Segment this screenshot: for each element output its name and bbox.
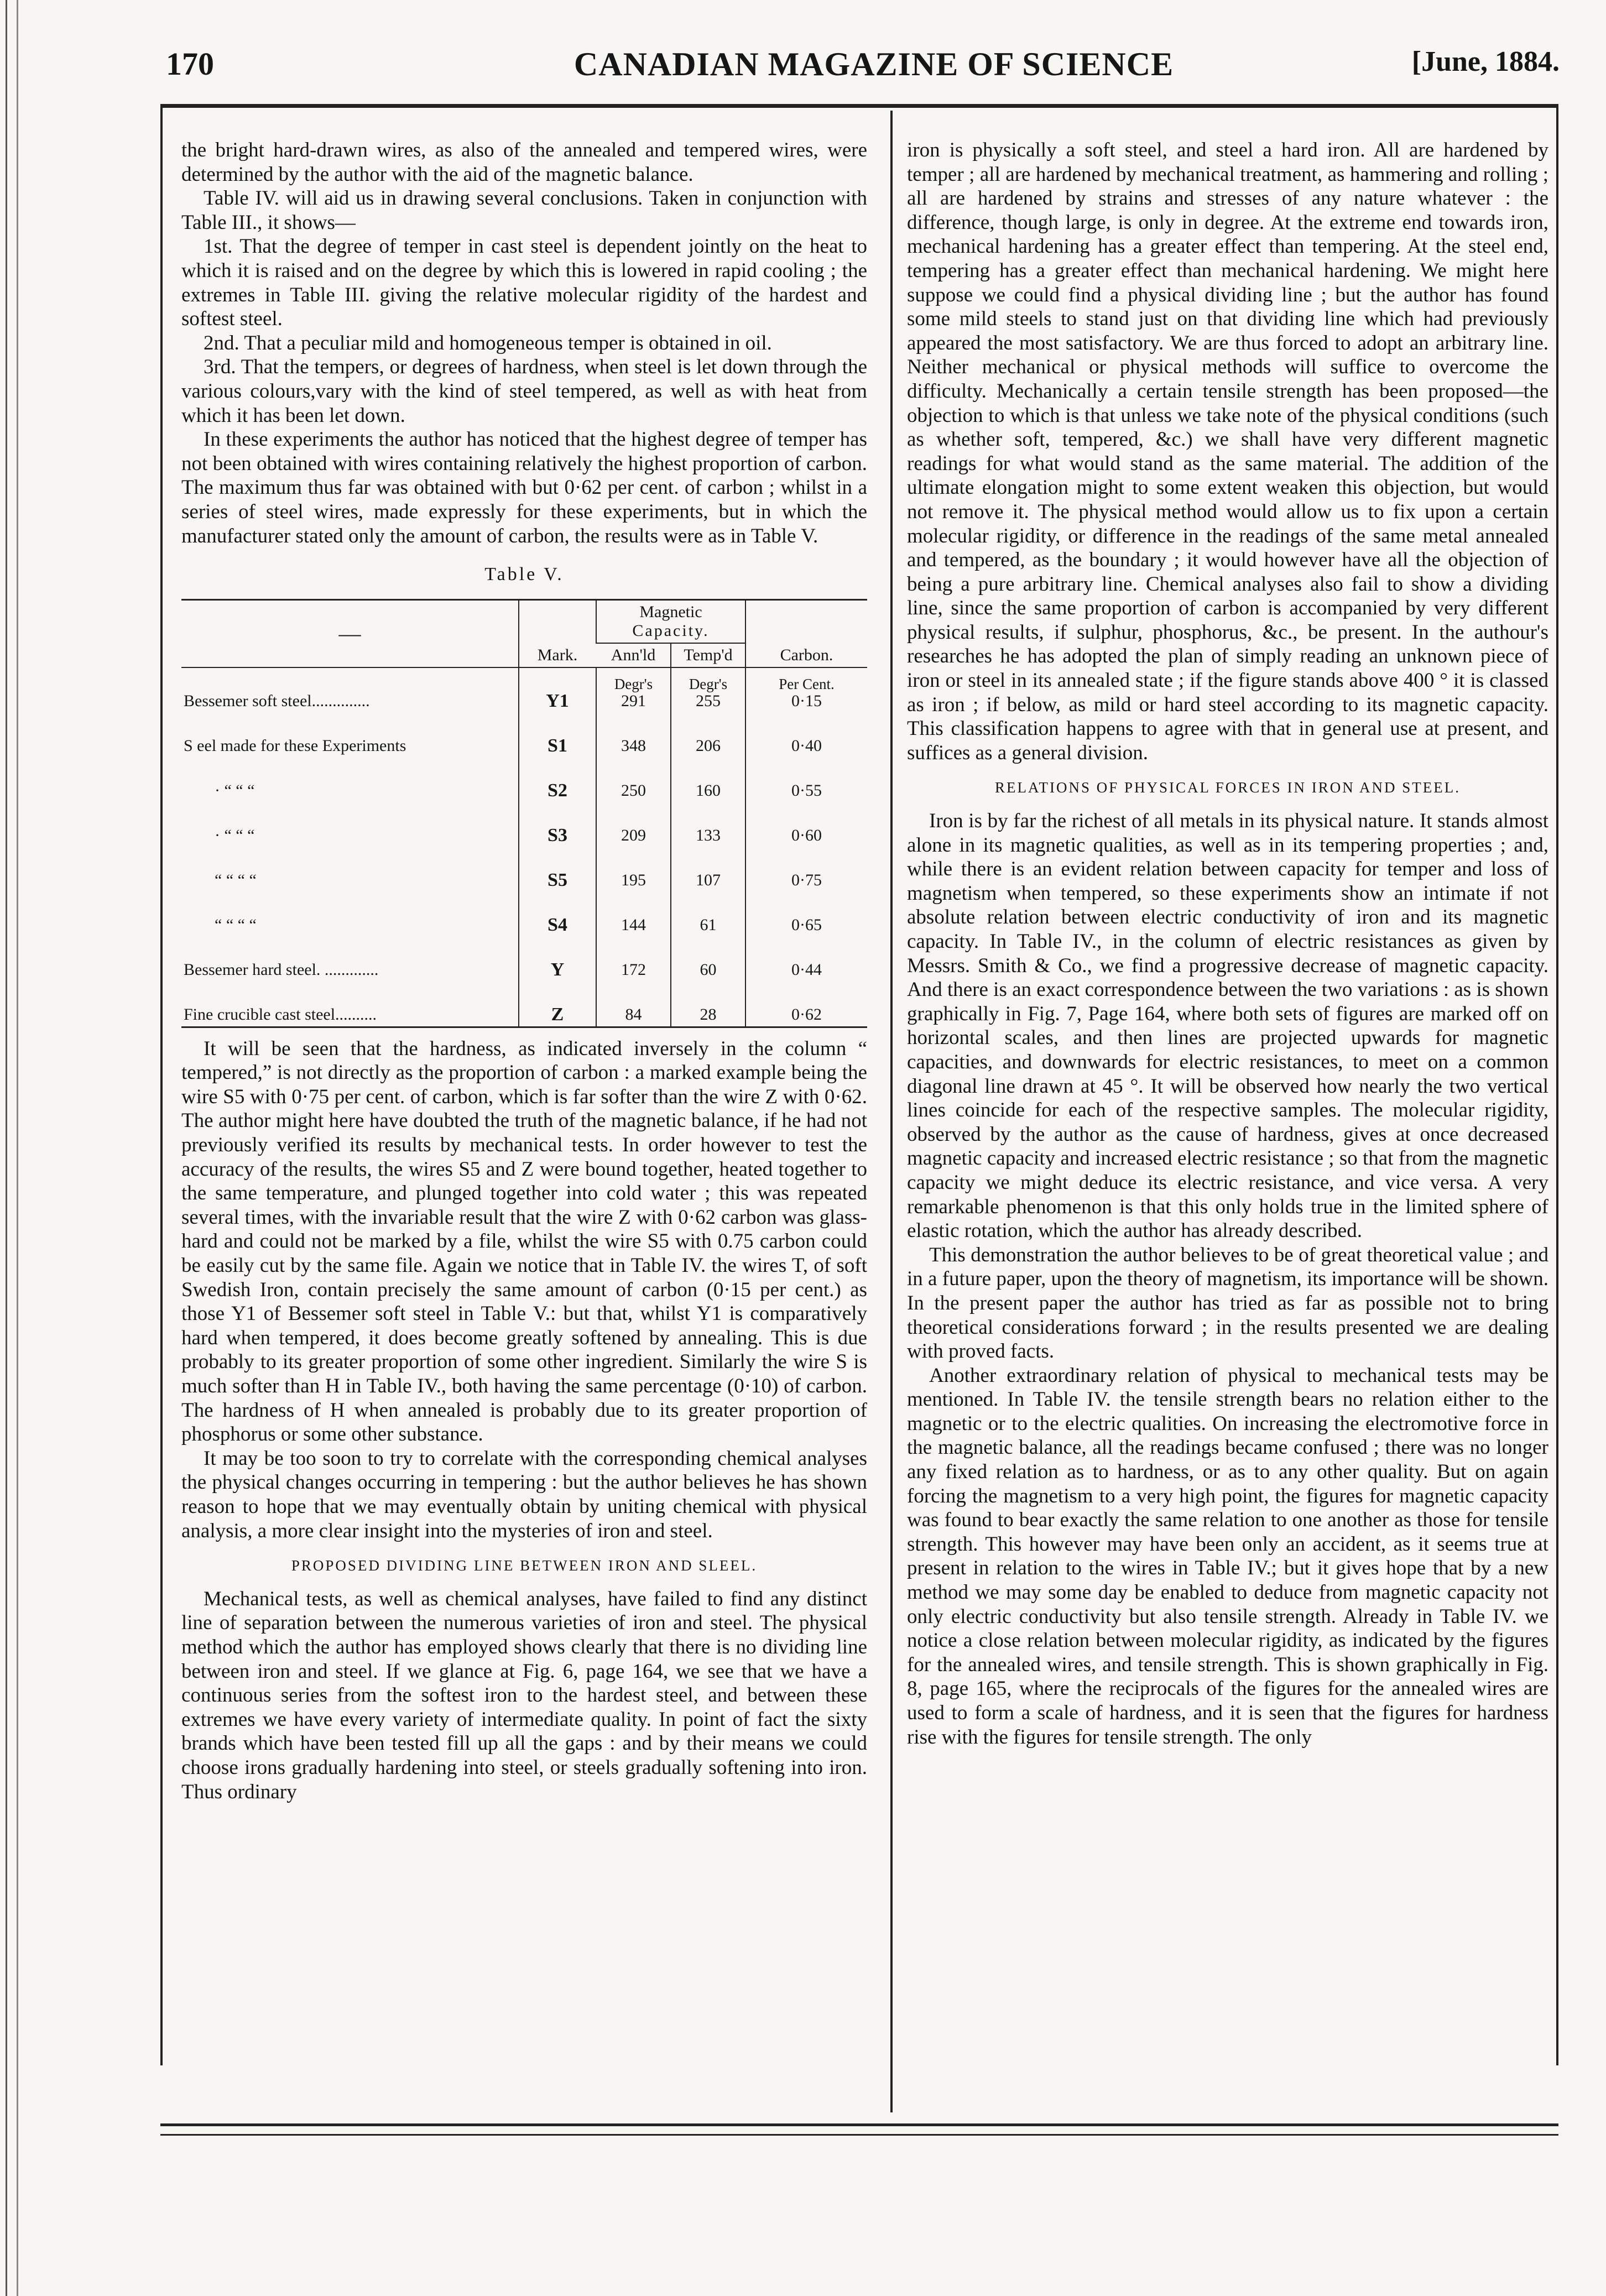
row-annealed: 209 [596,802,671,847]
mark-header: Mark. [519,599,596,667]
carbon-value: 0·15 [791,691,822,710]
left-column [181,138,867,1804]
column-divider [890,111,893,2112]
row-description: S eel made for these Experiments [184,736,406,755]
paragraph: Another extraordinary relation of physical to mechanical tests may be mentioned. In Table IV. the tensile strength bears no relation either to the magnetic or to the electric qualities. On increasing the electromotive force in the magnetic balance, all the readings became confused ; there was no longer any fixed relation as to hardness, or as to any other quality. But on again forcing the magnetism to a very high point, the figures for magnetic capacity was found to bear exactly the same relation to one another as those for tensile strength. This however may have been only an accident, as it seems true at present in relation to the wires in Table IV.; but it gives hope that by a new method we may some day be enabled to deduce from magnetic capacity not only electric conductivity but also tensile strength. Already in Table IV. we notice a close relation between molecular rigidity, as indicated by the figures for the annealed wires, and tensile strength. This is shown graphically in Fig. 8, page 165, where the reciprocals of the figures for the annealed wires are used to form a scale of hardness, and it is seen that the figures for hardness rise with the figures for tensile strength. The only [907,1364,1548,1749]
row-annealed: 348 [596,713,671,758]
annealed-header: Ann'ld [596,643,671,667]
magnetic-capacity-header [596,599,745,643]
table-row [181,713,867,758]
row-annealed [596,667,671,713]
table-row [181,667,867,713]
table-title: Table V. [484,564,564,585]
paragraph: Table IV. will aid us in drawing several conclusions. Taken in conjunction with Table III., it shows— [181,187,867,234]
row-tempered: 160 [671,758,745,802]
row-tempered: 61 [671,892,745,937]
paragraph: Iron is by far the richest of all metals in its physical nature. It stands almost alone in its magnetic qualities, as well as in its tempering properties ; and, while there is an evident relation between capacity for temper and loss of magnetism when tempered, so these experiments show an intimate if not absolute relation between electric conductivity of iron and its magnetic capacity. In Table IV., in the column of electric resistances as given by Messrs. Smith & Co., we find a progressive decrease of magnetic capacity. And there is an exact correspondence between the two variations : as is shown graphically in Fig. 7, Page 164, where both sets of figures are marked off on horizontal scales, and then lines are projected upwards for magnetic capacities, and downwards for electric resistances, to meet on a common diagonal line drawn at 45 °. It will be observed how nearly the two vertical lines coincide for each of the respective samples. The molecular rigidity, observed by the author as the cause of hardness, gives at once decreased magnetic capacity and increased electric resistance ; so that from the magnetic capacity we might deduce its electric resistance, and vice versa. A very remarkable phenomenon is that this only holds true in the limited sphere of elastic rotation, which the author has already described. [907,810,1548,1243]
row-mark: Z [519,982,596,1027]
magnetic-label: Magnetic [639,602,702,621]
section-heading: RELATIONS OF PHYSICAL FORCES IN IRON AND STEEL. [994,779,1461,796]
row-mark: S4 [519,892,596,937]
paragraph: 1st. That the degree of temper in cast steel is dependent jointly on the heat to which it is raised and on the degree by which this is lowered in rapid cooling ; the extremes in Table III. giving the relative molecular rigidity of the hardest and softest steel. [181,235,867,331]
row-mark: S5 [519,847,596,892]
row-annealed: 250 [596,758,671,802]
table-row [181,758,867,802]
table-row [181,892,867,937]
row-mark: S2 [519,758,596,802]
row-carbon [745,667,867,713]
table-row [181,847,867,892]
page-number: 170 [166,46,214,82]
table-v [181,599,867,1028]
row-tempered [671,667,745,713]
tempered-header: Temp'd [671,643,745,667]
row-description: Bessemer hard steel. ............. [184,960,379,979]
row-description: Fine crucible cast steel.......... [181,982,519,1027]
row-description: · “ “ “ [215,826,255,844]
annealed-value: 291 [621,691,646,710]
row-annealed: 172 [596,937,671,982]
row-description: “ “ “ “ [215,870,257,889]
binding-edge [6,0,7,2296]
paragraph: This demonstration the author believes to be of great theoretical value ; and in a future paper, upon the theory of magnetism, its importance will be shown. In the present paper the author has tried as far as possible not to bring theoretical considerations forward ; in the results presented we are dealing with proved facts. [907,1243,1548,1363]
row-description: Bessemer soft steel.............. [184,691,370,710]
blank-header: — [181,599,519,667]
binding-edge [17,0,18,2296]
table-row [181,802,867,847]
paragraph: It will be seen that the hardness, as indicated inversely in the column “ tempered,” is not directly as the proportion of carbon : a marked example being the wire S5 with 0·75 per cent. of carbon, which is far softer than the wire Z with 0·62. The author might here have doubted the truth of the magnetic balance, if he had not previously verified its results by mechanical tests. In order however to test the accuracy of the results, the wires S5 and Z were bound together, heated together to the same temperature, and plunged together into cold water ; this was repeated several times, with the invariable result that the wire Z with 0·62 carbon was glass-hard and could not be marked by a file, whilst the wire S5 with 0.75 carbon could be easily cut by the same file. Again we notice that in Table IV. the wires T, of soft Swedish Iron, contain precisely the same amount of carbon (0·15 per cent.) as those Y1 of Bessemer soft steel in Table V.: but that, whilst Y1 is comparatively hard when tempered, it does become greatly softened by annealing. This is due probably to its greater proportion of some other ingredient. Similarly the wire S is much softer than H in Table IV., both having the same percentage (0·10) of carbon. The hardness of H when annealed is probably due to its greater proportion of phosphorus or some other substance. [181,1037,867,1446]
paragraph: It may be too soon to try to correlate with the corresponding chemical analyses the physical changes occurring in tempering : but the author believes he has shown reason to hope that we may eventually obtain by uniting chemical with physical analysis, a more clear insight into the mysteries of iron and steel. [181,1447,867,1542]
paragraph: 2nd. That a peculiar mild and homogeneous temper is obtained in oil. [204,331,772,354]
row-tempered: 133 [671,802,745,847]
row-tempered: 107 [671,847,745,892]
page-header [166,39,1582,88]
row-mark: S1 [519,713,596,758]
unit-degrees: Degr's [614,675,653,692]
unit-degrees: Degr's [689,675,728,692]
paragraph: iron is physically a soft steel, and steel a hard iron. All are hardened by temper ; all are hardened by mechanical treatment, as hammering and rolling ; all are hardened by strains and stresses of any nature whatever : the difference, though large, is only in degree. At the extreme end towards iron, mechanical hardening has a greater effect than tempering. At the steel end, tempering has a greater effect than mechanical hardening. We might here suppose we could find a physical dividing line ; but the author has found some mild steels to stand just on that dividing line which had previously appeared the most satisfactory. We are thus forced to adopt an arbitrary line. Neither mechanical or physical methods will suffice to overcome the difficulty. Mechanically a certain tensile strength has been proposed—the objection to which is that unless we take note of the physical conditions (such as whether soft, tempered, &c.) we shall have very different magnetic readings for what would stand as the same material. The addition of the ultimate elongation might to some extent weaken this objection, but would not remove it. The physical method would allow us to fix upon a certain molecular rigidity, or difference in the readings of the same metal annealed and tempered, as the boundary ; it would however have all the objection of being a pure arbitrary line. Chemical analyses also fail to show a dividing line, since the same proportion of carbon is accompanied by very different physical results, if sulphur, phosphorus, &c., be present. In the authour's researches he has adopted the plan of simply reading an unknown piece of iron or steel in its annealed state ; if the figure stands above 400 ° it is classed as iron ; if below, as mild or hard steel according to its magnetic capacity. This classification happens to agree with that in general use at present, and suffices as a general division. [907,139,1548,764]
row-carbon: 0·40 [745,713,867,758]
row-annealed: 84 [596,982,671,1027]
table-row [181,982,867,1027]
carbon-header: Carbon. [745,599,867,667]
row-tempered: 60 [671,937,745,982]
paragraph: Mechanical tests, as well as chemical analyses, have failed to find any distinct line of separation between the numerous varieties of iron and steel. The physical method which the author has employed shows clearly that there is no dividing line between iron and steel. If we glance at Fig. 6, page 164, we see that we have a continuous series from the softest iron to the hardest steel, and between these extremes we have every variety of intermediate quality. In point of fact the sixty brands which have been tested fill up all the gaps : and by their means we could choose irons gradually hardening into steel, or steels gradually softening into iron. Thus ordinary [181,1587,867,1803]
row-carbon: 0·44 [745,937,867,982]
row-tempered: 206 [671,713,745,758]
unit-percent: Per Cent. [779,675,835,692]
paragraph: 3rd. That the tempers, or degrees of hardness, when steel is let down through the various colours,vary with the kind of steel tempered, as well as with heat from which it has been let down. [181,356,867,427]
row-carbon: 0·75 [745,847,867,892]
section-heading: PROPOSED DIVIDING LINE BETWEEN IRON AND SLEEL. [291,1557,758,1574]
row-mark: Y1 [519,667,596,713]
right-column [907,138,1548,1749]
row-description: · “ “ “ [215,781,255,800]
tempered-value: 255 [696,691,721,710]
row-carbon: 0·60 [745,802,867,847]
issue-date: [June, 1884. [1411,46,1560,77]
row-mark: Y [519,937,596,982]
paragraph: the bright hard-drawn wires, as also of the annealed and tempered wires, were determined by the author with the aid of the magnetic balance. [181,139,867,186]
row-annealed: 195 [596,847,671,892]
magazine-title: CANADIAN MAGAZINE OF SCIENCE [573,46,1174,82]
row-description: “ “ “ “ [215,915,257,934]
row-carbon: 0·65 [745,892,867,937]
paragraph: In these experiments the author has noticed that the highest degree of temper has not been obtained with wires containing relatively the highest proportion of carbon. The maximum thus far was obtained with but 0·62 per cent. of carbon ; whilst in a series of steel wires, made expressly for these experiments, but in which the manufacturer stated only the amount of carbon, the results were as in Table V. [181,428,867,547]
bottom-rule [160,2123,1558,2136]
row-annealed: 144 [596,892,671,937]
capacity-label: Capacity. [632,621,710,640]
row-tempered: 28 [671,982,745,1027]
row-mark: S3 [519,802,596,847]
table-row [181,937,867,982]
row-carbon: 0·62 [745,982,867,1027]
row-carbon: 0·55 [745,758,867,802]
